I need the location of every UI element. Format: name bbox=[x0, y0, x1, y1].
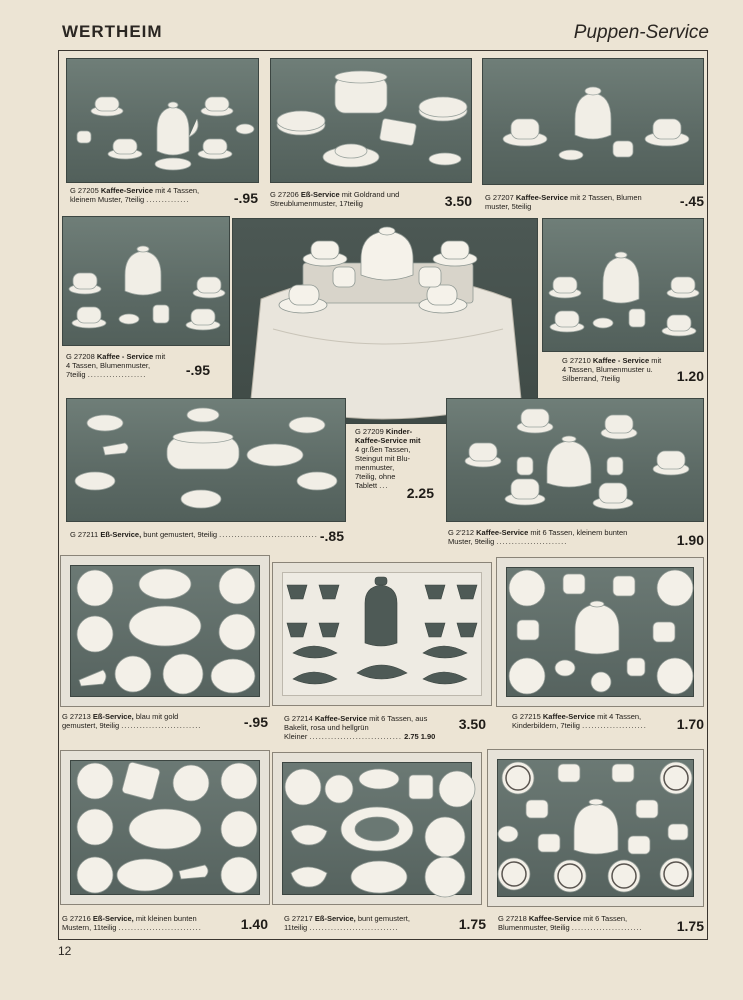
caption-27218: G 27218 Kaffee-Service mit 6 Tassen, Blumenmuster, 9teilig ....................... bbox=[498, 914, 643, 932]
product-photo-27216 bbox=[60, 750, 270, 905]
price-27207: -.45 bbox=[679, 193, 704, 209]
caption-27216: G 27216 Eß-Service, mit kleinen bunten Mustern, 11teilig ........................... bbox=[62, 914, 202, 932]
price-27208: -.95 bbox=[185, 362, 210, 378]
small-coffee-service-illustration bbox=[483, 59, 704, 185]
caption-27209: G 27209 Kinder- Kaffee-Service mit 4 gr.ßen Tassen, Steingut mit Blu- menmuster, 7teilig, ohne Tablett ... bbox=[355, 427, 421, 490]
product-photo-27211 bbox=[66, 398, 346, 522]
caption-27214: G 27214 Kaffee-Service mit 6 Tassen, aus Bakelit, rosa und hellgrün Kleiner .............................. 2.75 1.90 bbox=[284, 714, 436, 741]
page-number: 12 bbox=[58, 944, 72, 958]
dinner-service-illustration bbox=[271, 59, 472, 183]
price-27216: 1.40 bbox=[240, 916, 268, 932]
product-photo-27218 bbox=[487, 749, 704, 907]
price-27218: 1.75 bbox=[676, 918, 704, 934]
price-27217: 1.75 bbox=[458, 916, 486, 932]
product-photo-27215 bbox=[496, 557, 704, 707]
product-photo-27212 bbox=[446, 398, 704, 522]
table-coffee-service-illustration bbox=[233, 219, 538, 424]
coffee-service-illustration bbox=[67, 59, 259, 183]
brand-title: WERTHEIM bbox=[62, 22, 163, 41]
coffee-service-illustration-4 bbox=[447, 399, 704, 522]
colorful-dinner-service-illustration bbox=[273, 753, 482, 905]
section-title: Puppen-Service bbox=[573, 22, 709, 43]
caption-27207: G 27207 Kaffee-Service mit 2 Tassen, Blumen muster, 5teilig bbox=[485, 193, 642, 211]
price-27210: 1.20 bbox=[676, 368, 704, 384]
price-27206: 3.50 bbox=[444, 193, 472, 209]
price-27205: -.95 bbox=[233, 190, 258, 206]
price-27215: 1.70 bbox=[676, 716, 704, 732]
blue-gold-dinner-service-illustration bbox=[61, 556, 270, 707]
coffee-service-illustration-2 bbox=[63, 217, 230, 346]
caption-27210: G 27210 Kaffee - Service mit 4 Tassen, Blumenmuster u. Silberrand, 7teilig bbox=[562, 356, 662, 383]
product-photo-27209 bbox=[232, 218, 538, 424]
caption-27211: G 27211 Eß-Service, bunt gemustert, 9teilig ................................ bbox=[70, 530, 318, 539]
price-27214: 3.50 bbox=[458, 716, 486, 732]
dinner-service-illustration-2 bbox=[67, 399, 346, 522]
caption-27205: G 27205 Kaffee-Service mit 4 Tassen, kleinem Muster, 7teilig .............. bbox=[70, 186, 200, 204]
caption-27215: G 27215 Kaffee-Service mit 4 Tassen, Kinderbildern, 7teilig ..................... bbox=[512, 712, 647, 730]
caption-27208: G 27208 Kaffee - Service mit 4 Tassen, Blumenmuster, 7teilig ................... bbox=[66, 352, 166, 379]
children-pictures-coffee-service-illustration bbox=[497, 558, 704, 707]
caption-27212: G 2'212 Kaffee-Service mit 6 Tassen, kleinem bunten Muster, 9teilig ....................... bbox=[448, 528, 628, 546]
product-photo-27214 bbox=[272, 562, 492, 706]
price-27209: 2.25 bbox=[406, 485, 434, 501]
product-photo-27208 bbox=[62, 216, 230, 346]
caption-27213: G 27213 Eß-Service, blau mit gold gemustert, 9teilig .......................... bbox=[62, 712, 202, 730]
product-photo-27207 bbox=[482, 58, 704, 185]
product-photo-27210 bbox=[542, 218, 704, 352]
product-photo-27217 bbox=[272, 752, 482, 905]
caption-27206: G 27206 Eß-Service mit Goldrand und Streublumenmuster, 17teilig bbox=[270, 190, 400, 208]
price-27212: 1.90 bbox=[676, 532, 704, 548]
product-photo-27213 bbox=[60, 555, 270, 707]
small-pattern-dinner-service-illustration bbox=[61, 751, 270, 905]
caption-27217: G 27217 Eß-Service, bunt gemustert, 11teilig ............................. bbox=[284, 914, 410, 932]
price-27213: -.95 bbox=[243, 714, 268, 730]
product-photo-27205 bbox=[66, 58, 259, 183]
flower-coffee-service-illustration bbox=[488, 750, 704, 907]
bakelite-coffee-service-illustration bbox=[273, 563, 492, 706]
coffee-service-illustration-3 bbox=[543, 219, 704, 352]
product-photo-27206 bbox=[270, 58, 472, 183]
price-27211: -.85 bbox=[319, 528, 344, 544]
